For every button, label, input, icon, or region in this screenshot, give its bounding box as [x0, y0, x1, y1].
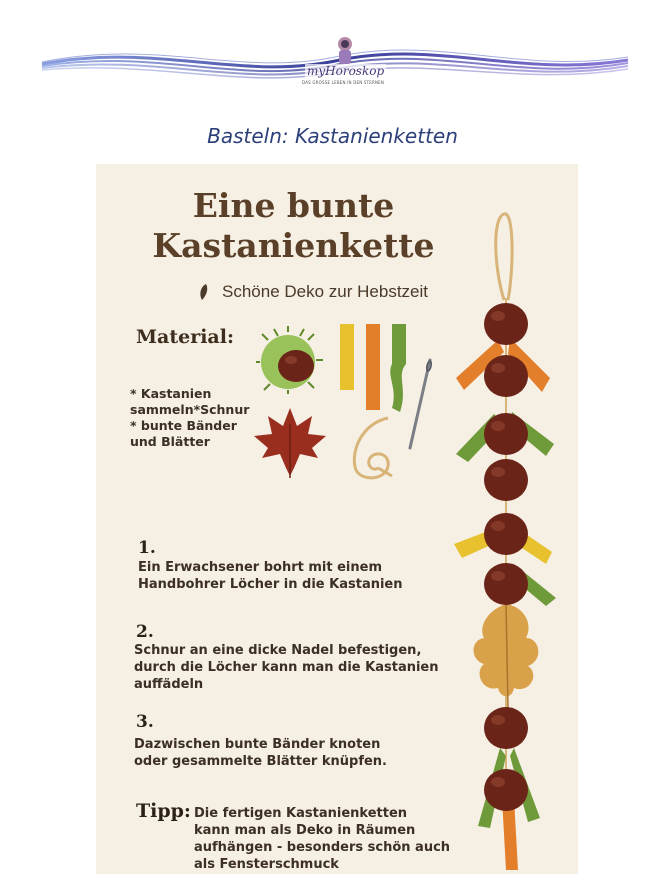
- headline-line-2: Kastanienkette: [152, 226, 435, 265]
- needle-icon: [404, 356, 434, 452]
- tip-label: Tipp:: [136, 800, 191, 822]
- step-text-line: Ein Erwachsener bohrt mit einem: [138, 560, 382, 575]
- leaf-bullet-icon: [198, 283, 210, 301]
- headline-line-1: Eine bunte: [192, 186, 395, 225]
- tip-text-line: aufhängen - besonders schön auch: [194, 840, 451, 855]
- tip-text-line: kann man als Deko in Räumen: [194, 823, 416, 838]
- logo-text: myHoroskop: [307, 64, 385, 78]
- string-coil-icon: [340, 414, 400, 484]
- chestnut-husk-icon: [256, 324, 326, 394]
- step-text-line: Handbohrer Löcher in die Kastanien: [138, 577, 403, 592]
- step-number: 3.: [136, 712, 154, 732]
- page-subtitle: Basteln: Kastanienketten: [207, 124, 458, 148]
- step-text-line: Dazwischen bunte Bänder knoten: [134, 737, 381, 752]
- ribbons-icon: [334, 324, 414, 414]
- tagline: Schöne Deko zur Hebstzeit: [222, 282, 428, 301]
- step-text-line: durch die Löcher kann man die Kastanien: [134, 660, 439, 675]
- step-number: 1.: [138, 538, 156, 558]
- material-label: Material:: [136, 326, 234, 348]
- header-logo-banner[interactable]: [40, 30, 630, 94]
- instruction-card: [96, 164, 578, 874]
- step-text-line: oder gesammelte Blätter knüpfen.: [134, 754, 387, 769]
- tip-text-line: als Fensterschmuck: [194, 857, 339, 872]
- step-text-line: Schnur an eine dicke Nadel befestigen,: [134, 643, 422, 658]
- material-line: und Blätter: [130, 434, 210, 449]
- step-number: 2.: [136, 622, 154, 642]
- material-line: sammeln*Schnur: [130, 402, 250, 417]
- maple-leaf-icon: [250, 406, 330, 478]
- logo-tagline: DAS GROSSE LEBEN IN DEN STERNEN: [302, 80, 385, 85]
- tip-text-line: Die fertigen Kastanienketten: [194, 806, 408, 821]
- chestnut-garland-illustration: [448, 208, 578, 874]
- step-text-line: auffädeln: [134, 677, 204, 692]
- material-line: * Kastanien: [130, 386, 212, 401]
- material-line: * bunte Bänder: [130, 418, 237, 433]
